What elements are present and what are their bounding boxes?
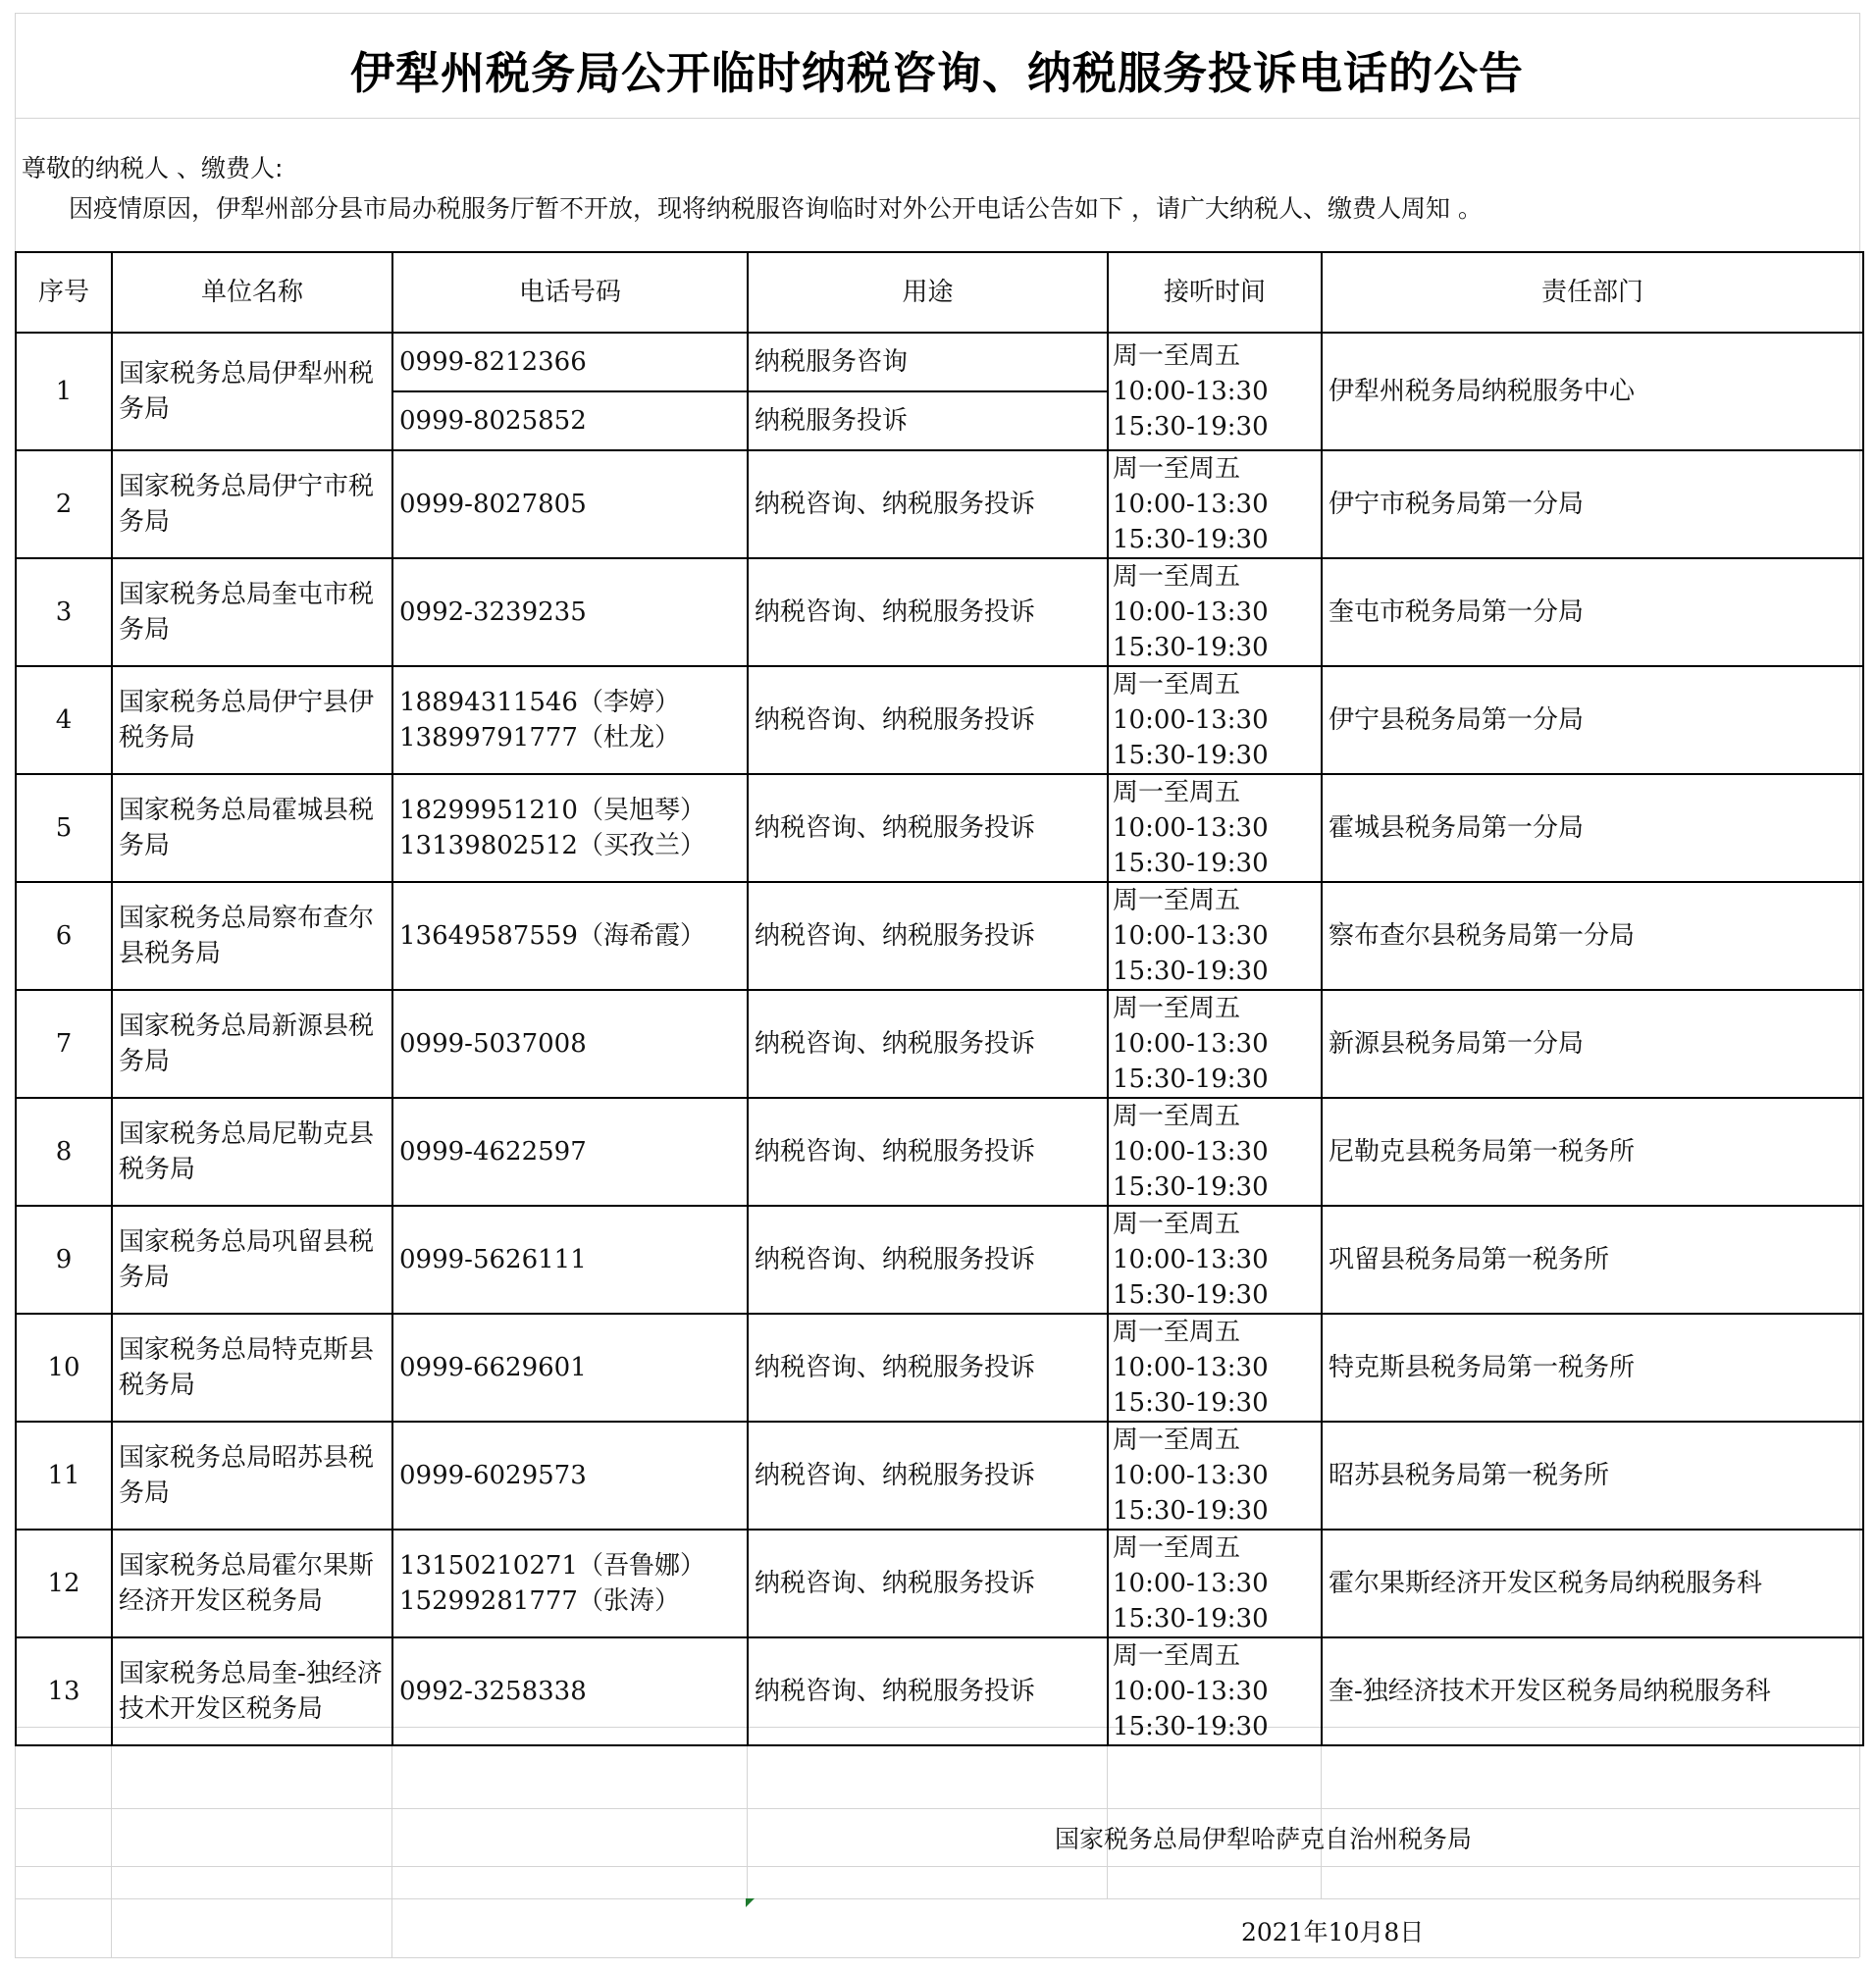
unit-name: 国家税务总局霍尔果斯经济开发区税务局 — [112, 1530, 392, 1637]
table-row — [16, 666, 1863, 774]
use-cell: 纳税咨询、纳税服务投诉 — [748, 882, 1108, 990]
use-cell: 纳税咨询、纳税服务投诉 — [748, 450, 1108, 558]
grid-line — [15, 1808, 1859, 1809]
hours-line: 10:00-13:30 — [1113, 1137, 1269, 1167]
dept-cell: 尼勒克县税务局第一税务所 — [1322, 1098, 1863, 1206]
unit-name: 国家税务总局伊宁县伊税务局 — [112, 666, 392, 774]
table-body — [16, 333, 1863, 1745]
hours-line: 15:30-19:30 — [1113, 1064, 1269, 1094]
unit-name: 国家税务总局伊宁市税务局 — [112, 450, 392, 558]
hours-cell — [1108, 774, 1322, 882]
phone-cell — [392, 666, 748, 774]
hours-cell — [1108, 990, 1322, 1098]
use-cell: 纳税咨询、纳税服务投诉 — [748, 666, 1108, 774]
header-use: 用途 — [748, 252, 1108, 333]
use-cell: 纳税咨询、纳税服务投诉 — [748, 774, 1108, 882]
unit-name: 国家税务总局奎屯市税务局 — [112, 558, 392, 666]
hours-line: 10:00-13:30 — [1113, 490, 1269, 519]
hours-cell — [1108, 333, 1322, 450]
phone-number: 0999-5037008 — [399, 1029, 587, 1059]
hours-line: 15:30-19:30 — [1113, 633, 1269, 662]
hours-cell — [1108, 666, 1322, 774]
header-dept: 责任部门 — [1322, 252, 1863, 333]
use-cell: 纳税服务咨询 — [748, 333, 1108, 391]
table-row — [16, 450, 1863, 558]
phone-number: 18299951210（吴旭琴） — [399, 796, 705, 825]
phone-cell — [392, 1098, 748, 1206]
hours-line: 周一至周五 — [1113, 1102, 1241, 1131]
hours-line: 周一至周五 — [1113, 1210, 1241, 1239]
dept-cell: 昭苏县税务局第一税务所 — [1322, 1422, 1863, 1530]
phone-number: 13139802512（买孜兰） — [399, 831, 705, 860]
phone-cell — [392, 1422, 748, 1530]
hours-line: 10:00-13:30 — [1113, 1029, 1269, 1059]
table-row — [16, 1314, 1863, 1422]
row-index: 10 — [16, 1314, 112, 1422]
hours-line: 周一至周五 — [1113, 994, 1241, 1023]
hours-line: 15:30-19:30 — [1113, 741, 1269, 770]
row-index: 11 — [16, 1422, 112, 1530]
phone-number: 0999-8025852 — [399, 406, 587, 436]
page-title: 伊犁州税务局公开临时纳税咨询、纳税服务投诉电话的公告 — [349, 46, 1524, 99]
phone-cell — [392, 1314, 748, 1422]
table-row — [16, 1637, 1863, 1745]
phone-number: 0992-3239235 — [399, 597, 587, 627]
phone-cell — [392, 391, 748, 450]
phone-number: 0999-8027805 — [399, 490, 587, 519]
phone-cell — [392, 774, 748, 882]
table-header-row — [16, 252, 1863, 333]
hours-line: 15:30-19:30 — [1113, 1496, 1269, 1526]
row-index: 5 — [16, 774, 112, 882]
phone-number: 0999-6629601 — [399, 1353, 587, 1382]
hours-cell — [1108, 1098, 1322, 1206]
phone-number: 0999-8212366 — [399, 347, 587, 377]
phone-number: 13649587559（海希霞） — [399, 921, 705, 951]
unit-name: 国家税务总局尼勒克县税务局 — [112, 1098, 392, 1206]
row-index: 7 — [16, 990, 112, 1098]
table-row — [16, 1206, 1863, 1314]
table-row — [16, 990, 1863, 1098]
table-row — [16, 882, 1863, 990]
footer-date: 2021年10月8日 — [1241, 1918, 1425, 1946]
phone-number: 13899791777（杜龙） — [399, 723, 680, 752]
use-cell: 纳税咨询、纳税服务投诉 — [748, 990, 1108, 1098]
unit-name: 国家税务总局特克斯县税务局 — [112, 1314, 392, 1422]
row-index: 6 — [16, 882, 112, 990]
grid-line — [391, 1727, 392, 1957]
hours-line: 15:30-19:30 — [1113, 1604, 1269, 1634]
hours-line: 15:30-19:30 — [1113, 1172, 1269, 1202]
row-index: 2 — [16, 450, 112, 558]
hours-line: 周一至周五 — [1113, 1641, 1241, 1671]
table-row — [16, 558, 1863, 666]
phone-number: 0992-3258338 — [399, 1677, 587, 1706]
hours-line: 10:00-13:30 — [1113, 1677, 1269, 1706]
use-cell: 纳税咨询、纳税服务投诉 — [748, 1314, 1108, 1422]
hours-line: 15:30-19:30 — [1113, 412, 1269, 441]
grid-line — [15, 13, 1859, 14]
unit-name: 国家税务总局察布查尔县税务局 — [112, 882, 392, 990]
hours-line: 周一至周五 — [1113, 341, 1241, 371]
unit-name: 国家税务总局奎-独经济技术开发区税务局 — [112, 1637, 392, 1745]
phone-number: 0999-5626111 — [399, 1245, 587, 1274]
use-cell: 纳税咨询、纳税服务投诉 — [748, 558, 1108, 666]
dept-cell: 伊宁县税务局第一分局 — [1322, 666, 1863, 774]
use-cell: 纳税咨询、纳税服务投诉 — [748, 1530, 1108, 1637]
row-index: 13 — [16, 1637, 112, 1745]
hours-line: 周一至周五 — [1113, 454, 1241, 484]
hours-cell — [1108, 1637, 1322, 1745]
hours-line: 15:30-19:30 — [1113, 957, 1269, 986]
row-index: 3 — [16, 558, 112, 666]
grid-line — [15, 1866, 1859, 1867]
use-cell: 纳税咨询、纳税服务投诉 — [748, 1422, 1108, 1530]
dept-cell: 新源县税务局第一分局 — [1322, 990, 1863, 1098]
table-row — [16, 774, 1863, 882]
phone-number: 13150210271（吾鲁娜） — [399, 1551, 705, 1581]
grid-line — [15, 1957, 1859, 1958]
row-index: 8 — [16, 1098, 112, 1206]
phone-cell — [392, 450, 748, 558]
grid-line — [1321, 1727, 1322, 1898]
row-index: 9 — [16, 1206, 112, 1314]
hours-cell — [1108, 558, 1322, 666]
phone-cell — [392, 1530, 748, 1637]
hours-line: 10:00-13:30 — [1113, 1245, 1269, 1274]
hours-cell — [1108, 1314, 1322, 1422]
dept-cell: 察布查尔县税务局第一分局 — [1322, 882, 1863, 990]
greeting: 尊敬的纳税人 、缴费人: — [22, 154, 284, 182]
grid-line — [111, 1727, 112, 1957]
dept-cell: 霍城县税务局第一分局 — [1322, 774, 1863, 882]
table-row — [16, 1422, 1863, 1530]
unit-name: 国家税务总局霍城县税务局 — [112, 774, 392, 882]
hours-line: 10:00-13:30 — [1113, 377, 1269, 406]
table-row — [16, 1530, 1863, 1637]
table-row — [16, 1098, 1863, 1206]
hours-line: 10:00-13:30 — [1113, 705, 1269, 735]
header-unit: 单位名称 — [112, 252, 392, 333]
grid-line — [747, 1727, 748, 1898]
hours-line: 周一至周五 — [1113, 886, 1241, 915]
phone-cell — [392, 333, 748, 391]
hours-cell — [1108, 1422, 1322, 1530]
dept-cell: 巩留县税务局第一税务所 — [1322, 1206, 1863, 1314]
hours-cell — [1108, 1530, 1322, 1637]
dept-cell: 霍尔果斯经济开发区税务局纳税服务科 — [1322, 1530, 1863, 1637]
footer-organization: 国家税务总局伊犁哈萨克自治州税务局 — [1055, 1825, 1473, 1853]
table-row — [16, 333, 1863, 391]
phone-cell — [392, 1637, 748, 1745]
header-index: 序号 — [16, 252, 112, 333]
phone-number: 18894311546（李婷） — [399, 688, 680, 717]
row-index: 1 — [16, 333, 112, 450]
hours-line: 10:00-13:30 — [1113, 1461, 1269, 1490]
phone-number: 15299281777（张涛） — [399, 1586, 680, 1616]
phone-number: 0999-6029573 — [399, 1461, 587, 1490]
dept-cell: 伊犁州税务局纳税服务中心 — [1322, 333, 1863, 450]
hours-line: 10:00-13:30 — [1113, 1353, 1269, 1382]
header-phone: 电话号码 — [392, 252, 748, 333]
hours-line: 15:30-19:30 — [1113, 1712, 1269, 1741]
hours-line: 15:30-19:30 — [1113, 1388, 1269, 1418]
dept-cell: 奎-独经济技术开发区税务局纳税服务科 — [1322, 1637, 1863, 1745]
row-index: 12 — [16, 1530, 112, 1637]
use-cell: 纳税咨询、纳税服务投诉 — [748, 1206, 1108, 1314]
dept-cell: 特克斯县税务局第一税务所 — [1322, 1314, 1863, 1422]
header-hours: 接听时间 — [1108, 252, 1322, 333]
hours-line: 10:00-13:30 — [1113, 813, 1269, 843]
hours-line: 15:30-19:30 — [1113, 849, 1269, 878]
hours-cell — [1108, 882, 1322, 990]
hours-line: 周一至周五 — [1113, 1533, 1241, 1563]
phone-number: 0999-4622597 — [399, 1137, 587, 1167]
cell-marker-icon — [746, 1898, 755, 1907]
hours-line: 10:00-13:30 — [1113, 597, 1269, 627]
hours-line: 周一至周五 — [1113, 670, 1241, 700]
use-cell: 纳税咨询、纳税服务投诉 — [748, 1098, 1108, 1206]
phone-cell — [392, 882, 748, 990]
hours-line: 周一至周五 — [1113, 1426, 1241, 1455]
dept-cell: 伊宁市税务局第一分局 — [1322, 450, 1863, 558]
phone-cell — [392, 1206, 748, 1314]
contact-table — [15, 251, 1864, 1746]
grid-line — [15, 118, 1859, 119]
hours-line: 周一至周五 — [1113, 562, 1241, 592]
use-cell: 纳税咨询、纳税服务投诉 — [748, 1637, 1108, 1745]
unit-name: 国家税务总局伊犁州税务局 — [112, 333, 392, 450]
hours-cell — [1108, 1206, 1322, 1314]
unit-name: 国家税务总局巩留县税务局 — [112, 1206, 392, 1314]
hours-line: 周一至周五 — [1113, 778, 1241, 807]
row-index: 4 — [16, 666, 112, 774]
dept-cell: 奎屯市税务局第一分局 — [1322, 558, 1863, 666]
hours-line: 周一至周五 — [1113, 1318, 1241, 1347]
hours-line: 10:00-13:30 — [1113, 921, 1269, 951]
phone-cell — [392, 990, 748, 1098]
use-cell: 纳税服务投诉 — [748, 391, 1108, 450]
unit-name: 国家税务总局新源县税务局 — [112, 990, 392, 1098]
hours-line: 10:00-13:30 — [1113, 1569, 1269, 1598]
hours-line: 15:30-19:30 — [1113, 525, 1269, 554]
hours-cell — [1108, 450, 1322, 558]
unit-name: 国家税务总局昭苏县税务局 — [112, 1422, 392, 1530]
phone-cell — [392, 558, 748, 666]
grid-line — [1107, 1727, 1108, 1898]
grid-line — [15, 1898, 1859, 1899]
hours-line: 15:30-19:30 — [1113, 1280, 1269, 1310]
notice-text: 因疫情原因，伊犁州部分县市局办税服务厅暂不开放，现将纳税服咨询临时对外公开电话公告如下 ，请广大纳税人、缴费人周知 。 — [69, 194, 1483, 223]
